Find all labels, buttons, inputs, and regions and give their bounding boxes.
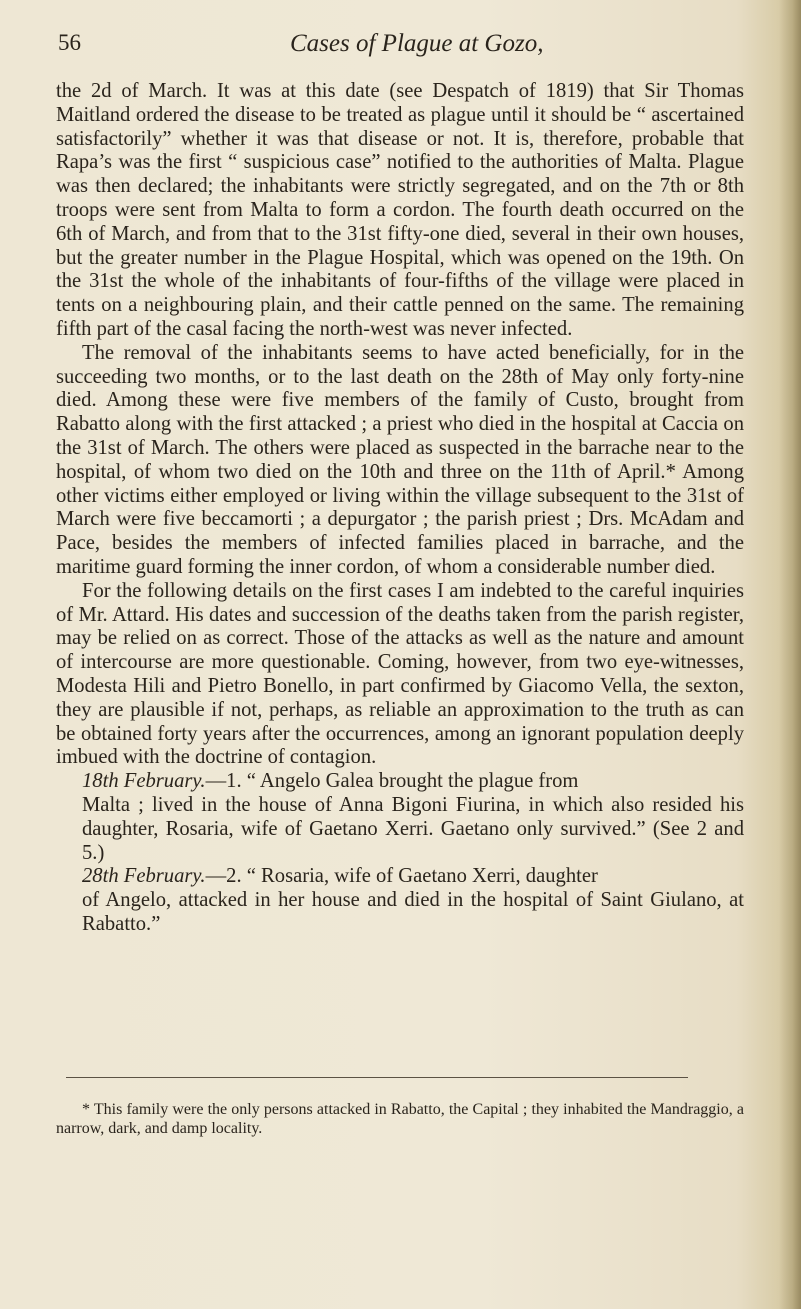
case-entry-2-continued: of Angelo, attacked in her house and died in the hospital of Saint Giulano, at Rabatto.” [82,889,744,935]
paragraph-3: For the following details on the first cases I am indebted to the careful inquiries of Mr. Attard. His dates and succession of the deaths taken from the parish register, may be relied on as correct. Those of the attacks as well as the nature and amount of intercourse are more questionable. Coming, however, from two eye-witnesses, Modesta Hili and Pietro Bonello, in part confirmed by Giacomo Vella, the sexton, they are plausible if not, perhaps, as reliable an approximation to the truth as can be obtained forty years after the occurrences, among an ignorant population deeply imbued with the doctrine of contagion. [56,579,744,769]
body-text [56,80,744,937]
page-number: 56 [58,30,81,55]
footnote-rule [66,1077,688,1078]
case-entry-2-date: 28th February. [82,865,206,888]
footnote: * This family were the only persons attacked in Rabatto, the Capital ; they inhabited the Mandraggio, a narrow, dark, and damp locality. [56,1101,744,1137]
case-entry-1 [56,770,744,794]
case-entry-1-continued: Malta ; lived in the house of Anna Bigoni Fiurina, in which also resided his daughter, Rosaria, wife of Gaetano Xerri. Gaetano only survived.” (See 2 and 5.) [82,793,744,864]
page-edge-shadow [779,0,801,1309]
case-entry-2 [56,865,744,889]
paragraph-1: the 2d of March. It was at this date (see Despatch of 1819) that Sir Thomas Maitland ordered the disease to be treated as plague until it should be “ ascertained satisfactorily” whether it was that disease or not. It is, therefore, probable that Rapa’s was the first “ suspicious case” notified to the authorities of Malta. Plague was then declared; the inhabitants were strictly segregated, and on the 7th or 8th troops were sent from Malta to form a cordon. The fourth death occurred on the 6th of March, and from that to the 31st fifty-one died, several in their own houses, but the greater number in the Plague Hospital, which was opened on the 19th. On the 31st the whole of the inhabitants of four-fifths of the village were placed in tents on a neighbouring plain, and their cattle penned on the same. The remaining fifth part of the casal facing the north-west was never infected. [56,80,744,340]
running-title: Cases of Plague at Gozo, [290,30,544,57]
case-entry-1-text: —1. “ Angelo Galea brought the plague from [205,770,579,793]
page-header [58,30,738,66]
paragraph-2: The removal of the inhabitants seems to have acted beneficially, for in the succeeding two months, or to the last death on the 28th of May only forty-nine died. Among these were five members of the family of Custo, brought from Rabatto along with the first attacked ; a priest who died in the hospital at Caccia on the 31st of March. The others were placed as suspected in the barrache near to the hospital, of whom two died on the 10th and three on the 11th of April.* Among other victims either employed or living within the village subsequent to the 31st of March were five beccamorti ; a depurgator ; the parish priest ; Drs. McAdam and Pace, besides the members of infected families placed in barrache, and the maritime guard forming the inner cordon, of whom a considerable number died. [56,341,744,578]
case-entry-1-date: 18th February. [82,770,206,793]
case-entry-2-text: —2. “ Rosaria, wife of Gaetano Xerri, daughter [205,865,598,888]
